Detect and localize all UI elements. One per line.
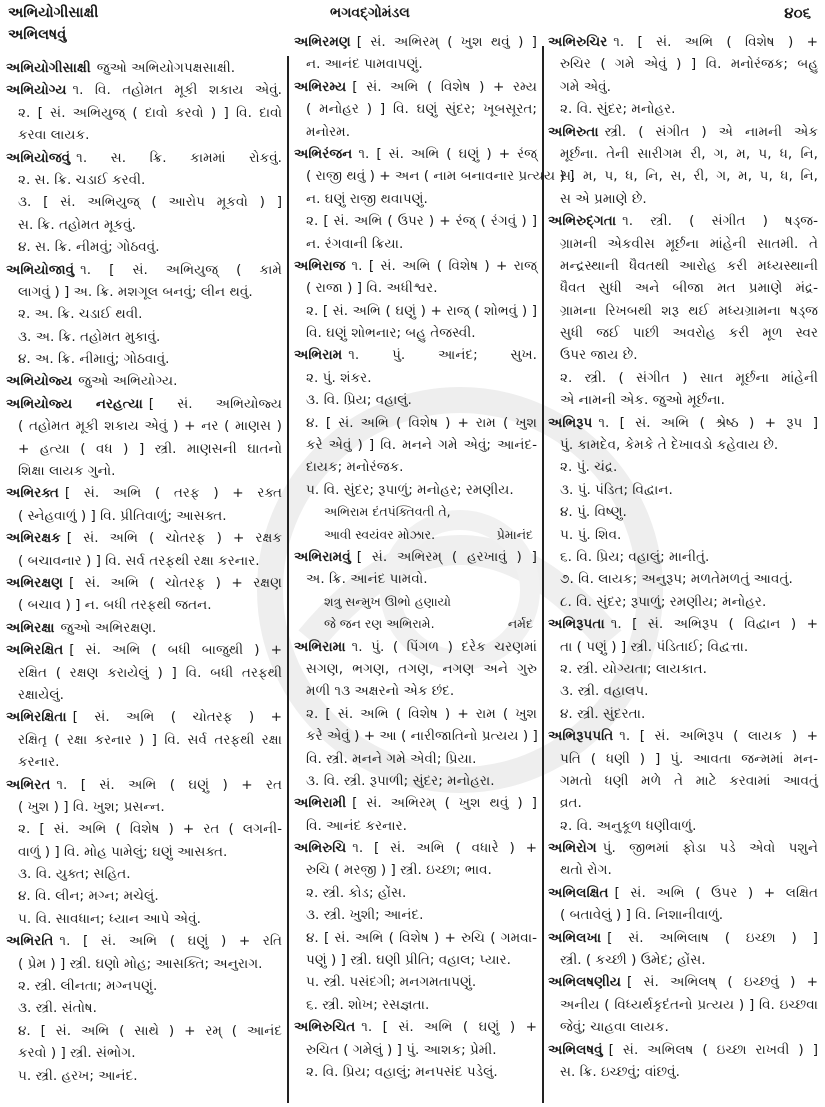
dictionary-entry <box>294 31 537 76</box>
entry-first-line <box>294 792 537 814</box>
entry-first-line <box>294 636 537 658</box>
guide-word-last: અભિલષવું <box>8 27 67 43</box>
entry-first-line <box>548 121 818 143</box>
definition-line: ( સ્નેહવાળું ) ] વિ. પ્રીતિવાળું; આસક્ત. <box>18 507 227 524</box>
headword: અભિરુચિ <box>294 840 347 857</box>
entry-first-line <box>6 572 282 594</box>
dictionary-entry <box>548 412 818 614</box>
entry-first-line <box>6 774 282 796</box>
column-divider <box>287 56 289 1103</box>
definition-line: ૬. સ્ત્રી. શોખ; રસજ્ઞતા. <box>306 996 430 1013</box>
headword: અભિરામવું <box>294 548 351 565</box>
definition-text: [ સં. અભિરમ્ ( હરખાવું ) ] <box>356 548 537 565</box>
definition-text: [ સં. અભિ ( ચોતરફ ) + રક્ષક <box>66 530 282 547</box>
definition-line: ( મનોહર ) ] વિ. ઘણું સુંદર; ખૂબસૂરત; <box>306 101 537 118</box>
dictionary-entry <box>6 617 282 639</box>
headword: અભિરૂપતા <box>548 616 605 633</box>
dictionary-entry <box>548 927 818 972</box>
definition-line: વાળું ) ] વિ. મોહ પામેલું; ઘણું આસક્ત. <box>18 843 228 860</box>
definition-line: ૨. સ્ત્રી. કોડ; હોંસ. <box>306 884 407 901</box>
headword: અભિરમ્ય <box>294 78 347 95</box>
definition-line: સ. ક્રિ. ઇચ્છવું; વાંછવું. <box>560 1063 680 1080</box>
definition-line: પું. કામદેવ, કેમકે તે દેખાવડો કહેવાય છે. <box>560 437 779 454</box>
definition-line: ૨. [ સં. અભિયુજ્ ( દાવો કરવો ) ] વિ. દાવો <box>18 104 282 121</box>
definition-line: સગણ, ભગણ, તગણ, નગણ અને ગુરુ <box>306 660 537 677</box>
definition-line: ન. ઘણું રાજી થવાપણું. <box>306 190 428 207</box>
dictionary-entry <box>548 837 818 882</box>
definition-text: [ સં. અભિયોજ્ય <box>148 395 282 412</box>
headword: અભિયોગીસાક્ષી <box>6 60 91 76</box>
entry-first-line <box>6 79 282 101</box>
entry-first-line <box>6 639 282 661</box>
dictionary-entry <box>294 143 575 255</box>
definition-line: સ એ પ્રમાણે છે. <box>560 190 647 207</box>
definition-line: ધૈવત સુધી અને બીજા મત પ્રમાણે મંદ્ર- <box>560 280 818 297</box>
entry-first-line <box>548 31 818 53</box>
definition-text: ૧. [ સં. અભિ ( ઘણું ) + રંજ્ <box>358 145 537 162</box>
definition-line: ૩. વિ. યુક્ત; સહિત. <box>18 866 131 883</box>
definition-line: ઉપર જાય છે. <box>560 347 638 364</box>
definition-line: ( ખુશ ) ] વિ. ખુશ; પ્રસન્ન. <box>18 798 165 815</box>
entry-first-line <box>548 882 818 904</box>
definition-line: ૨. પું. શંકર. <box>306 369 372 386</box>
quotation-author: પ્રેમાનંદ <box>496 526 533 542</box>
definition-text: [ સં. અભિરમ્ ( ખુશ થવું ) ] <box>352 795 537 812</box>
definition-line: ૨. સ્ત્રી. લીનતા; મગ્નપણું. <box>18 978 158 995</box>
entry-first-line <box>6 147 282 169</box>
entry-first-line <box>6 259 282 281</box>
dictionary-entry <box>6 393 282 483</box>
definition-line: રુચિર ( ગમે એવું ) ] વિ. મનોરંજક; બહુ <box>560 56 818 73</box>
headword: અભિરામા <box>294 638 346 655</box>
definition-text: ૧. [ સં. અભિ ( ઘણું ) + <box>361 1019 537 1036</box>
definition-text: ૧. [ સં. અભિ ( વિશેષ ) + રાજ્ <box>351 257 537 274</box>
definition-line: ૪. [ સં. અભિ ( વિશેષ ) + રુચિ ( ગમવા- <box>306 929 537 946</box>
definition-line: મનોરમ. <box>306 123 351 140</box>
definition-text: [ સં. અભિલાષ ( ઇચ્છા ) ] <box>607 929 818 946</box>
definition-line: ૨. [ સં. અભિ ( ઉપર ) + રંજ્ ( રંગવું ) ] <box>306 213 537 230</box>
headword: અભિરાજ <box>294 257 346 274</box>
entry-first-line <box>548 1039 818 1061</box>
definition-text: ૧. પું. ( પિંગળ ) દરેક ચરણમાં <box>351 638 537 655</box>
headword: અભિરક્ષા <box>6 619 55 636</box>
headword: અભિરુચિત <box>294 1019 356 1036</box>
entry-first-line <box>6 617 282 639</box>
definition-line: ૫. વિ. સુંદર; રૂપાળું; મનોહર; રમણીય. <box>306 481 514 498</box>
definition-line: ગમતો ધણી મળે તે માટે કરવામાં આવતું <box>560 772 818 789</box>
definition-text: ૧. વિ. તહોમત મૂકી શકાય એવું. <box>72 82 282 99</box>
headword: અભિયોજ્ય નરહત્યા <box>6 395 143 412</box>
entry-first-line <box>6 527 282 549</box>
column-3 <box>548 31 818 1083</box>
definition-line: રક્ષાયેલું. <box>18 686 64 703</box>
definition-line: સ, મ, પ, ધ, નિ, સ, રી, ગ, મ, પ, ધ, નિ, <box>560 168 818 185</box>
headword: અભિરામી <box>294 795 347 812</box>
definition-line: ૪. અ. ક્રિ. નીમાવું; ગોઠવાવું. <box>18 351 170 368</box>
headword: અભિલષણીય <box>548 974 622 991</box>
definition-line: રુચિ ( મરજી ) ] સ્ત્રી. ઇચ્છા; ભાવ. <box>306 862 492 879</box>
definition-text: ૧. [ સં. અભિ ( ઘણું ) + રતિ <box>59 933 282 950</box>
dictionary-entry <box>6 930 282 1087</box>
dictionary-entry <box>548 882 818 927</box>
definition-line: કરવો ) ] સ્ત્રી. સંભોગ. <box>18 1045 136 1062</box>
definition-line: ( તહોમત મૂકી શકાય એવું ) + નર ( માણસ ) <box>18 418 282 435</box>
definition-line: ૩. [ સં. અભિયુજ્ ( આરોપ મૂકવો ) ] <box>18 194 282 211</box>
headword: અભિયોજ્ય <box>6 373 73 390</box>
definition-line: ન. આનંદ પામવાપણું. <box>306 56 423 73</box>
dictionary-entry <box>294 837 537 1016</box>
definition-line: ૪. [ સં. અભિ ( વિશેષ ) + રામ ( ખુશ <box>306 414 537 431</box>
dictionary-entry <box>548 1039 818 1084</box>
definition-line: ૨. વિ. સુંદર; મનોહર. <box>560 101 676 118</box>
definition-line: ૨. પું. ચંદ્ર. <box>560 459 618 476</box>
dictionary-entry <box>6 572 282 617</box>
definition-line: ગમે એવું. <box>560 78 611 95</box>
entry-first-line <box>548 971 818 993</box>
definition-line: ૭. વિ. લાયક; અનુરૂપ; મળતેમળતું આવતું. <box>560 571 793 588</box>
definition-line: ( રાજી થવું ) + અન ( નામ બનાવનાર પ્રત્યય ) ] <box>306 168 575 185</box>
definition-line: ૩. સ્ત્રી. ખુશી; આનંદ. <box>306 907 424 924</box>
headword: અભિરમણ <box>294 34 351 50</box>
dictionary-entry <box>294 255 537 345</box>
headword: અભિરોગ <box>548 840 597 857</box>
entry-first-line <box>294 143 537 165</box>
dictionary-entry <box>6 527 282 572</box>
definition-line: ( રાજા ) ] વિ. અધીશ્વર. <box>306 280 438 297</box>
definition-line: ૨. અ. ક્રિ. ચડાઈ થવી. <box>18 306 143 323</box>
column-divider <box>542 46 544 1103</box>
dictionary-entry <box>6 370 282 392</box>
entry-first-line <box>548 613 818 635</box>
entry-first-line <box>6 706 282 728</box>
headword: અભિરૂપ <box>548 414 593 431</box>
headword: અભિરક્ત <box>6 485 59 502</box>
dictionary-entry <box>548 971 818 1038</box>
entry-first-line <box>548 927 818 949</box>
entry-first-line <box>548 210 818 232</box>
headword: અભિલખા <box>548 929 602 946</box>
headword: અભિરુતા <box>548 123 599 140</box>
entry-first-line <box>294 31 537 53</box>
definition-line: રુચિત ( ગમેલું ) ] પું. આશક; પ્રેમી. <box>306 1041 497 1058</box>
headword: અભિયોજાવું <box>6 261 75 278</box>
definition-text: ૧. [ સં. અભિરૂપ ( લાયક ) + <box>619 728 818 745</box>
definition-text: ૧. [ સં. અભિ ( શ્રેષ્ઠ ) + રૂપ ] <box>598 414 818 431</box>
definition-line: ૪. [ સં. અભિ ( સાથે ) + રમ્ ( આનંદ <box>18 1022 282 1039</box>
definition-line: કરે એવું ) + આ ( નારીજાતિનો પ્રત્યય ) ] <box>306 728 538 745</box>
definition-text: ૧. સ્ત્રી. ( સંગીત ) ષડ્જ- <box>622 213 818 230</box>
dictionary-entry <box>6 639 282 706</box>
dictionary-entry <box>6 57 282 79</box>
quotation-line <box>294 524 537 546</box>
entry-first-line <box>6 930 282 952</box>
definition-line: રક્ષિતૃ ( રક્ષા કરનાર ) ] વિ. સર્વ તરફથી રક્ષા <box>18 731 282 748</box>
definition-text: પું. જીભમાં ફોડા પડે એવો પશુને <box>602 840 818 857</box>
definition-line: ૨. સ્ત્રી. યોગ્યતા; લાયકાત. <box>560 660 707 677</box>
headword: અભિયોગ્ય <box>6 82 67 99</box>
column-1 <box>6 57 282 1087</box>
dictionary-entry <box>548 31 818 121</box>
definition-line: ૩. સ્ત્રી. સંતોષ. <box>18 1000 97 1017</box>
book-title: ભગવદ્ગોમંડલ <box>330 5 410 21</box>
entry-first-line <box>6 370 282 392</box>
definition-text: જુઓ અભિરક્ષણ. <box>60 619 157 636</box>
definition-line: + હત્યા ( વધ ) ] સ્ત્રી. માણસની ઘાતનો <box>18 440 282 457</box>
definition-text: જુઓ અભિયોગ્ય. <box>78 373 178 390</box>
definition-line: ૨. [ સં. અભિ ( ઘણું ) + રાજ્ ( શોભવું ) ] <box>306 302 537 319</box>
entry-first-line <box>6 57 282 79</box>
definition-text: [ સં. અભિ ( ચોતરફ ) + <box>72 709 282 726</box>
entry-first-line <box>294 255 537 277</box>
dictionary-entry <box>294 792 537 837</box>
dictionary-entry <box>294 546 537 636</box>
definition-line: ૫. પું. શિવ. <box>560 526 622 543</box>
definition-line: રક્ષિત ( રક્ષણ કરાયેલું ) ] વિ. બધી તરફથી <box>18 664 282 681</box>
definition-text: [ સં. અભિ ( ઉપર ) + લક્ષિત <box>614 884 818 901</box>
headword: અભિરત <box>6 776 51 793</box>
dictionary-entry <box>6 259 282 371</box>
definition-line: ૩. વિ. પ્રિય; વહાલું. <box>306 392 412 409</box>
headword: અભિરક્ષિત <box>6 642 64 659</box>
definition-text: ૧. [ સં. અભિ ( વિશેષ ) + <box>613 34 818 50</box>
definition-line: શિક્ષા લાયક ગુનો. <box>18 463 116 480</box>
definition-line: કરવા લાયક. <box>18 127 90 144</box>
headword: અભિરુચિર <box>548 34 608 50</box>
definition-line: ૩. વિ. સ્ત્રી. રૂપાળી; સુંદર; મનોહરા. <box>306 772 495 789</box>
definition-line: વિ. સ્ત્રી. મનને ગમે એવી; પ્રિયા. <box>306 750 477 767</box>
definition-line: અનીય ( વિધ્યર્થકૃદંતનો પ્રત્યય ) ] વિ. ઇચ્છવા <box>560 996 818 1013</box>
definition-line: ( બચાવ ) ] ન. બધી તરફથી જતન. <box>18 597 212 614</box>
entry-first-line <box>548 412 818 434</box>
quotation-line <box>294 613 537 635</box>
definition-line: ૩. અ. ક્રિ. તહોમત મુકાવું. <box>18 328 161 345</box>
definition-line: દાયક; મનોરંજક. <box>306 459 404 476</box>
entry-first-line <box>294 546 537 568</box>
definition-line: ૨. વિ. અનુકૂળ ધણીવાળું. <box>560 817 697 834</box>
definition-line: અ. ક્રિ. આનંદ પામવો. <box>306 571 428 588</box>
definition-line: કરનાર. <box>18 754 60 771</box>
definition-line: થતો રોગ. <box>560 862 612 879</box>
definition-line: મૂર્છના. તેની સારીગમ રી, ગ, મ, પ, ધ, નિ, <box>560 145 818 162</box>
definition-text: [ સં. અભિરમ્ ( ખુશ થવું ) ] <box>356 34 537 50</box>
dictionary-entry <box>294 1016 537 1083</box>
definition-line: લાગવું ) ] અ. ક્રિ. મશગૂલ બનવું; લીન થવું. <box>18 283 253 300</box>
definition-line: ૫. વિ. સાવધાન; ધ્યાન આપે એવું. <box>18 910 201 927</box>
definition-line: સ્ત્રી. ( કચ્છી ) ઉમેદ; હોંસ. <box>560 952 706 969</box>
definition-text: [ સં. અભિ ( વિશેષ ) + રમ્ય <box>352 78 537 95</box>
headword: અભિરક્ષણ <box>6 574 64 591</box>
quotation-line <box>294 591 537 613</box>
dictionary-entry <box>548 210 818 412</box>
definition-text: ૧. [ સં. અભિ ( વધારે ) + <box>352 840 537 857</box>
quotation-text: જે જન રણ અભિરામે. <box>324 616 435 632</box>
definition-text: ૧. [ સં. અભિરૂપ ( વિદ્વાન ) + <box>610 616 818 633</box>
headword: અભિયોજવું <box>6 149 71 166</box>
definition-text: સ્ત્રી. ( સંગીત ) એ નામની એક <box>604 123 818 140</box>
quotation-text: શત્રુ સન્મુખ ઊભો હણાયો <box>324 593 451 609</box>
dictionary-entry <box>548 121 818 211</box>
definition-line: ૨. સ્ત્રી. ( સંગીત ) સાત મૂર્છના માંહેની <box>560 369 818 386</box>
definition-line: ૨. વિ. પ્રિય; વહાલું; મનપસંદ પડેલું. <box>306 1063 498 1080</box>
definition-text: ૧. [ સં. અભિ ( ઘણું ) + રત <box>56 776 282 793</box>
definition-line: પણું ) ] સ્ત્રી. ઘણી પ્રીતિ; વહાલ; પ્યાર. <box>306 952 511 969</box>
definition-line: ૫. સ્ત્રી. પસંદગી; મનગમતાપણું. <box>306 974 477 991</box>
headword: અભિલષવું <box>548 1041 603 1058</box>
dictionary-entry <box>6 147 282 259</box>
definition-text: [ સં. અભિલષ ( ઇચ્છા રાખવી ) ] <box>608 1041 818 1058</box>
definition-line: પતિ ( ધણી ) ] પું. આવતા જન્મમાં મન- <box>560 750 818 767</box>
definition-line: વિ. આનંદ કરનાર. <box>306 817 407 834</box>
definition-text: [ સં. અભિ ( બધી બાજુથી ) + <box>69 642 282 659</box>
definition-line: ૨. [ સં. અભિ ( વિશેષ ) + રત ( લગની- <box>18 821 282 838</box>
definition-text: [ સં. અભિ ( તરફ ) + રક્ત <box>64 485 282 502</box>
entry-first-line <box>6 482 282 504</box>
dictionary-entry <box>294 636 537 793</box>
headword: અભિરુદ્ગતા <box>548 213 617 230</box>
definition-line: વ્રત. <box>560 795 582 812</box>
definition-line: ૬. વિ. પ્રિય; વહાલું; માનીતું. <box>560 548 710 565</box>
definition-line: મળી ૧૩ અક્ષરનો એક છંદ. <box>306 683 455 700</box>
definition-line: તા ( પણું ) ] સ્ત્રી. પંડિતાઈ; વિદ્વત્તા. <box>560 638 749 655</box>
entry-first-line <box>294 344 537 366</box>
page-number: ૪૦૬ <box>784 4 811 22</box>
definition-line: ગ્રામના રિખબથી શરૂ થઈ મધ્યગ્રામના ષડ્જ <box>560 302 818 319</box>
definition-line: ગ્રામની એકવીસ મૂર્છના માંહેની સાતમી. તે <box>560 235 818 252</box>
headword: અભિરામ <box>294 347 343 364</box>
definition-text: ૧. પું. આનંદ; સુખ. <box>348 347 537 364</box>
definition-text: [ સં. અભિ ( ચોતરફ ) + રક્ષણ <box>69 574 282 591</box>
definition-line: ૪. સ્ત્રી. સુંદરતા. <box>560 705 646 722</box>
quotation-line <box>294 501 537 523</box>
guide-word-first: અભિયોગીસાક્ષી <box>8 5 99 21</box>
dictionary-entry <box>548 613 818 725</box>
entry-first-line <box>294 76 537 98</box>
quotation-text: આવી સ્વયંવર મોઝાર. <box>324 526 436 542</box>
definition-text: [ સં. અભિલષ્ ( ઇચ્છવું ) + <box>627 974 818 991</box>
dictionary-entry <box>294 76 537 143</box>
entry-first-line <box>6 393 282 415</box>
dictionary-entry <box>6 774 282 931</box>
dictionary-entry <box>6 79 282 146</box>
headword: અભિરક્ષક <box>6 530 61 547</box>
dictionary-entry <box>6 706 282 773</box>
definition-line: સુધી જઈ પાછી અવરોહ કરી મૂળ સ્વર <box>560 325 818 342</box>
entry-first-line <box>294 1016 537 1038</box>
headword: અભિલક્ષિત <box>548 884 609 901</box>
entry-first-line <box>548 837 818 859</box>
definition-line: વિ. ઘણું શોભનાર; બહુ તેજસ્વી. <box>306 325 476 342</box>
dictionary-entry <box>548 725 818 837</box>
dictionary-entry <box>294 344 537 546</box>
definition-line: ૩. પું. પંડિત; વિદ્વાન. <box>560 481 673 498</box>
definition-line: કરે એવું ) ] વિ. મનને ગમે એવું; આનંદ- <box>306 437 537 454</box>
definition-line: ન. રંગવાની ક્રિયા. <box>306 235 404 252</box>
definition-line: સ. ક્રિ. તહોમત મૂકવું. <box>18 216 136 233</box>
headword: અભિરૂપપતિ <box>548 728 614 745</box>
entry-first-line <box>548 725 818 747</box>
definition-line: ૩. સ્ત્રી. વહાલપ. <box>560 683 649 700</box>
definition-text: ૧. સ. ક્રિ. કામમાં રોકવું. <box>76 149 282 166</box>
headword: અભિરંજન <box>294 145 353 162</box>
definition-line: ૪. વિ. લીન; મગ્ન; મચેલું. <box>18 888 159 905</box>
definition-line: ૪. સ. ક્રિ. નીમવું; ગોઠવવું. <box>18 239 160 256</box>
headword: અભિરતિ <box>6 933 54 950</box>
definition-line: મન્દ્રસ્થાની ધૈવતથી આરોહ કરી મધ્યસ્થાની <box>560 257 818 274</box>
entry-first-line <box>294 837 537 859</box>
definition-line: ૨. [ સં. અભિ ( વિશેષ ) + રામ ( ખુશ <box>306 705 537 722</box>
definition-line: ( બતાવેલું ) ] વિ. નિશાનીવાળું. <box>560 907 724 924</box>
definition-line: ( પ્રેમ ) ] સ્ત્રી. ઘણો મોહ; આસક્તિ; અનુરાગ. <box>18 955 263 972</box>
definition-line: એ નામની એક. જુઓ મૂર્છના. <box>560 392 725 409</box>
headword: અભિરક્ષિતા <box>6 709 67 726</box>
quotation-text: અભિરામ દંતપંક્તિવતી તે, <box>324 504 451 520</box>
definition-text: જુઓ અભિયોગપક્ષસાક્ષી. <box>96 60 236 76</box>
definition-line: ૫. સ્ત્રી. હરખ; આનંદ. <box>18 1067 138 1084</box>
definition-line: ૪. પું. વિષ્ણુ. <box>560 504 627 521</box>
definition-line: ( બચાવનાર ) ] વિ. સર્વ તરફથી રક્ષા કરનાર. <box>18 552 260 569</box>
definition-text: ૧. [ સં. અભિયુજ્ ( કામે <box>80 261 282 278</box>
definition-line: ૮. વિ. સુંદર; રૂપાળું; રમણીય; મનોહર. <box>560 593 767 610</box>
definition-line: જેવું; ચાહવા લાયક. <box>560 1019 669 1036</box>
definition-line: ૨. સ. ક્રિ. ચડાઈ કરવી. <box>18 171 146 188</box>
dictionary-entry <box>6 482 282 527</box>
quotation-author: નર્મદ <box>507 616 533 632</box>
